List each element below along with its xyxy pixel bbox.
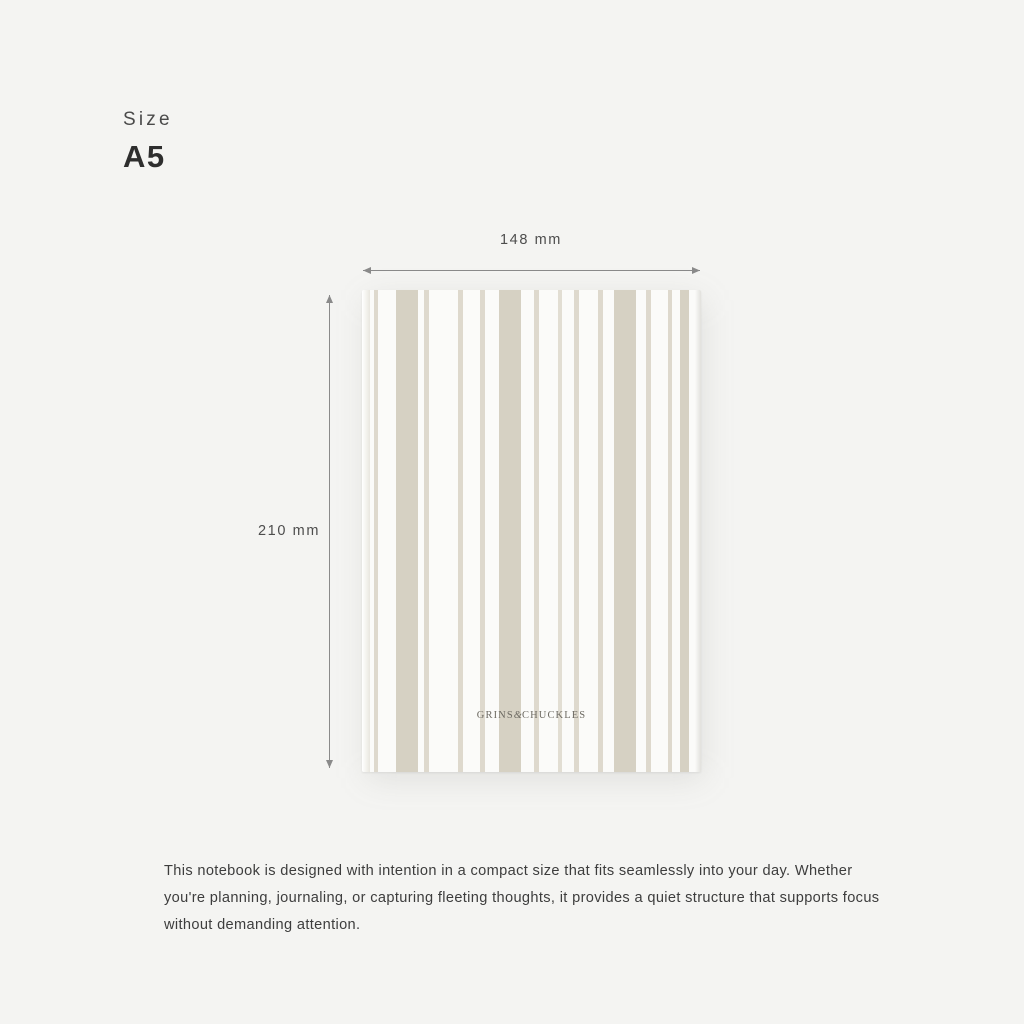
size-value: A5 (123, 138, 166, 174)
brand-mark (362, 710, 701, 721)
product-description (164, 858, 894, 939)
width-dimension-line (362, 266, 701, 275)
notebook-right-edge (695, 290, 701, 772)
size-block (123, 110, 173, 172)
height-dimension-label: 210 mm (258, 523, 320, 539)
height-dimension-line (325, 294, 334, 769)
size-label: Size (123, 109, 173, 130)
width-dimension-label: 148 mm (500, 232, 562, 248)
description-text: This notebook is designed with intention in a compact size that fits seamlessly into your day. Whether you're planning, journaling, or capturing fleeting thoughts, it provides a quiet structure that supports focus without demanding attention. (164, 863, 880, 933)
brand-first-word: GRINS (476, 710, 514, 721)
brand-second-word: CHUCKLES (521, 710, 587, 721)
notebook-spine (362, 290, 370, 772)
notebook-cover (362, 290, 701, 772)
brand-ampersand: & (513, 710, 522, 721)
stripe-pattern (362, 290, 701, 772)
